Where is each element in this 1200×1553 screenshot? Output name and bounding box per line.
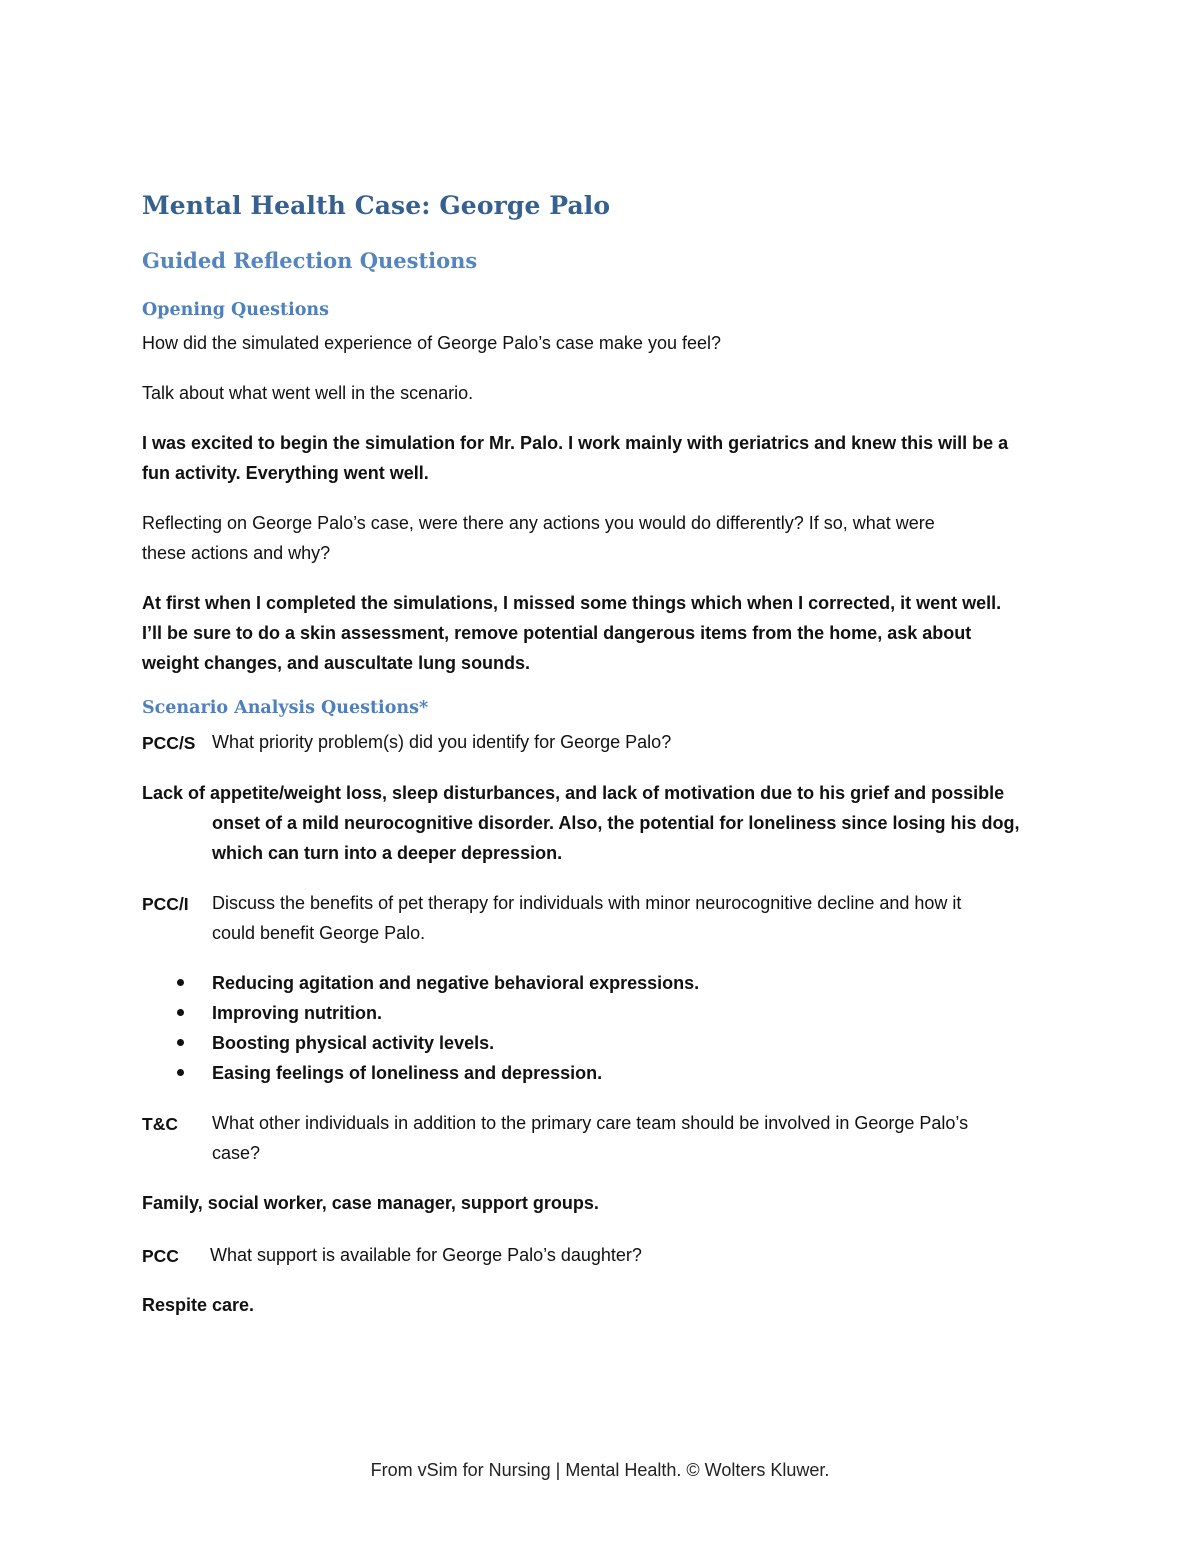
answer-line: weight changes, and auscultate lung sounds. [142,653,531,673]
answer-line: At first when I completed the simulations, I missed some things which when I corrected, it went well. [142,593,1002,613]
tc-answer: Family, social worker, case manager, support groups. [142,1193,599,1213]
list-item: Reducing agitation and negative behavioral expressions. [212,973,700,993]
scenario-analysis-heading: Scenario Analysis Questions* [142,698,429,718]
opening-question-1: How did the simulated experience of George Palo’s case make you feel? [142,333,721,353]
answer-line: onset of a mild neurocognitive disorder. Also, the potential for loneliness since losing his dog, [212,813,1020,833]
pccs-label: PCC/S [142,733,196,753]
answer-line: I was excited to begin the simulation for Mr. Palo. I work mainly with geriatrics and knew this will be a [142,433,1009,453]
list-item: Improving nutrition. [212,1003,382,1023]
list-item: Boosting physical activity levels. [212,1033,495,1053]
pcci-label: PCC/I [142,894,189,914]
opening-question-3 [142,508,935,568]
document-title: Mental Health Case: George Palo [142,191,611,220]
question-line: Reflecting on George Palo’s case, were there any actions you would do differently? If so, what were [142,513,935,533]
answer-line: Lack of appetite/weight loss, sleep disturbances, and lack of motivation due to his grief and possible [142,783,1005,803]
tc-question [212,1108,968,1168]
pcci-question [212,888,961,948]
document-subtitle: Guided Reflection Questions [142,248,478,273]
page-footer: From vSim for Nursing | Mental Health. © Wolters Kluwer. [370,1460,830,1480]
bullet-icon [177,1009,184,1016]
pccs-answer [142,778,1019,868]
opening-questions-heading: Opening Questions [142,300,329,320]
opening-answer-2 [142,428,1008,488]
bullet-icon [177,979,184,986]
answer-line: which can turn into a deeper depression. [212,843,563,863]
question-line: could benefit George Palo. [212,923,426,943]
pcc-label: PCC [142,1246,179,1266]
pcc-question: What support is available for George Palo’s daughter? [210,1245,642,1265]
answer-line: fun activity. Everything went well. [142,463,429,483]
opening-question-2: Talk about what went well in the scenario. [142,383,474,403]
question-line: What other individuals in addition to the primary care team should be involved in George Palo’s [212,1113,969,1133]
question-line: Discuss the benefits of pet therapy for individuals with minor neurocognitive decline and how it [212,893,962,913]
pcc-answer: Respite care. [142,1295,255,1315]
question-line: case? [212,1143,261,1163]
answer-line: I’ll be sure to do a skin assessment, remove potential dangerous items from the home, ask about [142,623,972,643]
pccs-question: What priority problem(s) did you identify for George Palo? [212,732,672,752]
bullet-icon [177,1069,184,1076]
list-item: Easing feelings of loneliness and depression. [212,1063,603,1083]
opening-answer-3 [142,588,1001,678]
tc-label: T&C [142,1114,178,1134]
bullet-icon [177,1039,184,1046]
question-line: these actions and why? [142,543,331,563]
